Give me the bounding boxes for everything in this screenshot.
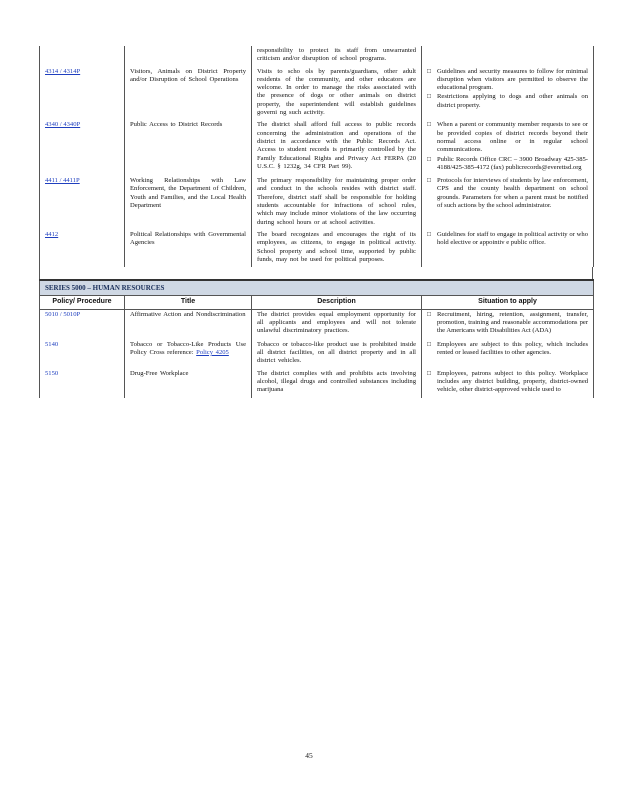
checkbox-bullet-icon: □: [427, 369, 431, 377]
checkbox-bullet-icon: □: [427, 155, 431, 163]
situation-cell: [422, 46, 594, 67]
table-spacer: [39, 267, 593, 279]
policy-cell: [40, 309, 125, 339]
page-number: 45: [305, 751, 313, 760]
checkbox-bullet-icon: □: [427, 230, 431, 238]
situation-cell: [422, 309, 594, 339]
policy-cell: [40, 369, 125, 399]
document-page: [39, 46, 593, 398]
policy-cell: [40, 120, 125, 176]
situation-cell: [422, 176, 594, 230]
cross-reference-link[interactable]: Policy 4205: [196, 348, 229, 356]
checkbox-bullet-icon: □: [427, 340, 431, 348]
header-title: Title: [125, 296, 252, 309]
title-cell: [125, 120, 252, 176]
policy-link[interactable]: 4412: [45, 230, 59, 238]
checkbox-bullet-icon: □: [427, 310, 431, 318]
title-cell: [125, 230, 252, 267]
situation-text: Public Records Office CRC – 3900 Broadway 425-385-4188/425-385-4172 (fax) publicrecords@everettsd.org: [437, 155, 588, 171]
header-situation: Situation to apply: [422, 296, 594, 309]
policy-link[interactable]: 4314 / 4314P: [45, 67, 81, 75]
situation-text: Restrictions applying to dogs and other animals on district property.: [437, 93, 588, 109]
checkbox-bullet-icon: □: [427, 177, 431, 185]
situation-text: Guidelines and security measures to follow for minimal disruption when visitors are permitted to observe the educational program.: [437, 67, 588, 92]
policy-table-series-5000: [39, 279, 594, 398]
policy-cell: [40, 340, 125, 369]
description-cell: Visits to scho ols by parents/guardians, other adult residents of the community, and other educators are welcome. In order to manage the risks associated with the presence of dogs or other animals on district property, the superintendent will establish guidelines governi ng such activity.: [252, 67, 422, 121]
situation-text: Employees, patrons subject to this policy. Workplace includes any district building, property, district-owned vehicle, other district-approved vehicle used to: [437, 369, 589, 394]
policy-title: Visitors, Animals on District Property and/or Disruption of School Operations: [130, 67, 246, 83]
description-cell: Tobacco or tobacco-like product use is prohibited inside all district facilities, on all district property and in all district vehicles.: [252, 340, 422, 369]
situation-cell: [422, 369, 594, 399]
policy-title: Tobacco or Tobacco-Like Products Use Policy Cross reference:: [130, 340, 246, 356]
title-cell: [125, 46, 252, 67]
policy-link[interactable]: 4411 / 4411P: [45, 177, 80, 185]
table-row: [40, 67, 594, 121]
policy-link[interactable]: 5140: [45, 340, 59, 348]
policy-title: Affirmative Action and Nondiscrimination: [130, 310, 246, 318]
description-cell: The primary responsibility for maintaining proper order and conduct in the schools resides with district staff. Therefore, district staff shall be responsible for holding students accountable for infractions of school rules, which may include minor violations of the law occurring during school hours or at school activities.: [252, 176, 422, 230]
description-cell: The district provides equal employment opportunity for all applicants and employees and will not tolerate unlawful discriminatory practices.: [252, 309, 422, 339]
situation-item: [427, 370, 588, 395]
situation-cell: [422, 230, 594, 267]
checkbox-bullet-icon: □: [427, 67, 431, 75]
table-row: [40, 230, 594, 267]
situation-text: When a parent or community member requests to see or be provided copies of district records beyond their normal access online or in regular school communications.: [437, 121, 588, 154]
title-cell: [125, 309, 252, 339]
situation-item: [427, 68, 588, 93]
situation-item: [427, 156, 588, 173]
situation-text: Recruitment, hiring, retention, assignment, transfer, promotion, training and reasonable accommodations per the Americans with Disabilities Act (ADA): [437, 310, 589, 335]
title-cell: [125, 369, 252, 399]
situation-item: [427, 231, 588, 248]
policy-title: Political Relationships with Governmental Agencies: [130, 230, 246, 247]
policy-cell: [40, 230, 125, 267]
description-cell: responsibility to protect its staff from unwarranted criticism and/or disruption of school programs.: [252, 46, 422, 67]
situation-item: [427, 177, 588, 210]
situation-cell: [422, 340, 594, 369]
title-cell: [125, 340, 252, 369]
series-header-row: [40, 280, 594, 296]
policy-title: Working Relationships with Law Enforcement, the Department of Children, Youth and Families, and the Local Health Department: [130, 177, 246, 210]
header-description: Description: [252, 296, 422, 309]
situation-item: [427, 311, 588, 336]
policy-cell: [40, 176, 125, 230]
situation-text: Guidelines for staff to engage in political activity or who hold elective or appointiv e public office.: [437, 230, 588, 247]
table-row: [40, 46, 594, 67]
policy-title: Drug-Free Workplace: [130, 369, 189, 377]
policy-link[interactable]: 5150: [45, 369, 59, 377]
policy-cell: [40, 67, 125, 121]
situation-text: Protocols for interviews of students by law enforcement, CPS and the county health department on school grounds. Parameters for when a parent must be notified of such actions by the school administrator.: [437, 177, 588, 210]
situation-text: Employees are subject to this policy, which includes rented or leased facilities to other agencies.: [437, 340, 589, 356]
policy-title: Public Access to District Records: [130, 121, 223, 129]
description-cell: The district shall afford full access to public records concerning the administration and operations of the district in accordance with the Public Records Act. Access to student records is primarily controlled by the Family Educational Rights and Privacy Act FERPA (20 U.S.C. § 1232g, 34 CFR Part 99).: [252, 120, 422, 176]
policy-table-top: [39, 46, 594, 267]
policy-cell: [40, 46, 125, 67]
title-cell: [125, 67, 252, 121]
description-cell: The board recognizes and encourages the right of its employees, as citizens, to engage in political activity. School property and school time, supported by public funds, may not be used for political purposes.: [252, 230, 422, 267]
table-row: [40, 309, 594, 339]
table-row: [40, 340, 594, 369]
series-label: SERIES 5000 – HUMAN RESOURCES: [40, 280, 594, 296]
checkbox-bullet-icon: □: [427, 121, 431, 129]
table-row: [40, 120, 594, 176]
situation-item: [427, 341, 588, 358]
description-cell: The district complies with and prohibits acts involving alcohol, illegal drugs and controlled substances including marijuana: [252, 369, 422, 399]
situation-cell: [422, 67, 594, 121]
table-row: [40, 369, 594, 399]
column-header-row: [40, 296, 594, 309]
situation-item: [427, 121, 588, 154]
title-cell: [125, 176, 252, 230]
policy-link[interactable]: 4340 / 4340P: [45, 121, 81, 129]
policy-link[interactable]: 5010 / 5010P: [45, 310, 81, 318]
table-row: [40, 176, 594, 230]
situation-cell: [422, 120, 594, 176]
situation-item: [427, 93, 588, 110]
header-policy: Policy/ Procedure: [40, 296, 125, 309]
checkbox-bullet-icon: □: [427, 93, 431, 101]
